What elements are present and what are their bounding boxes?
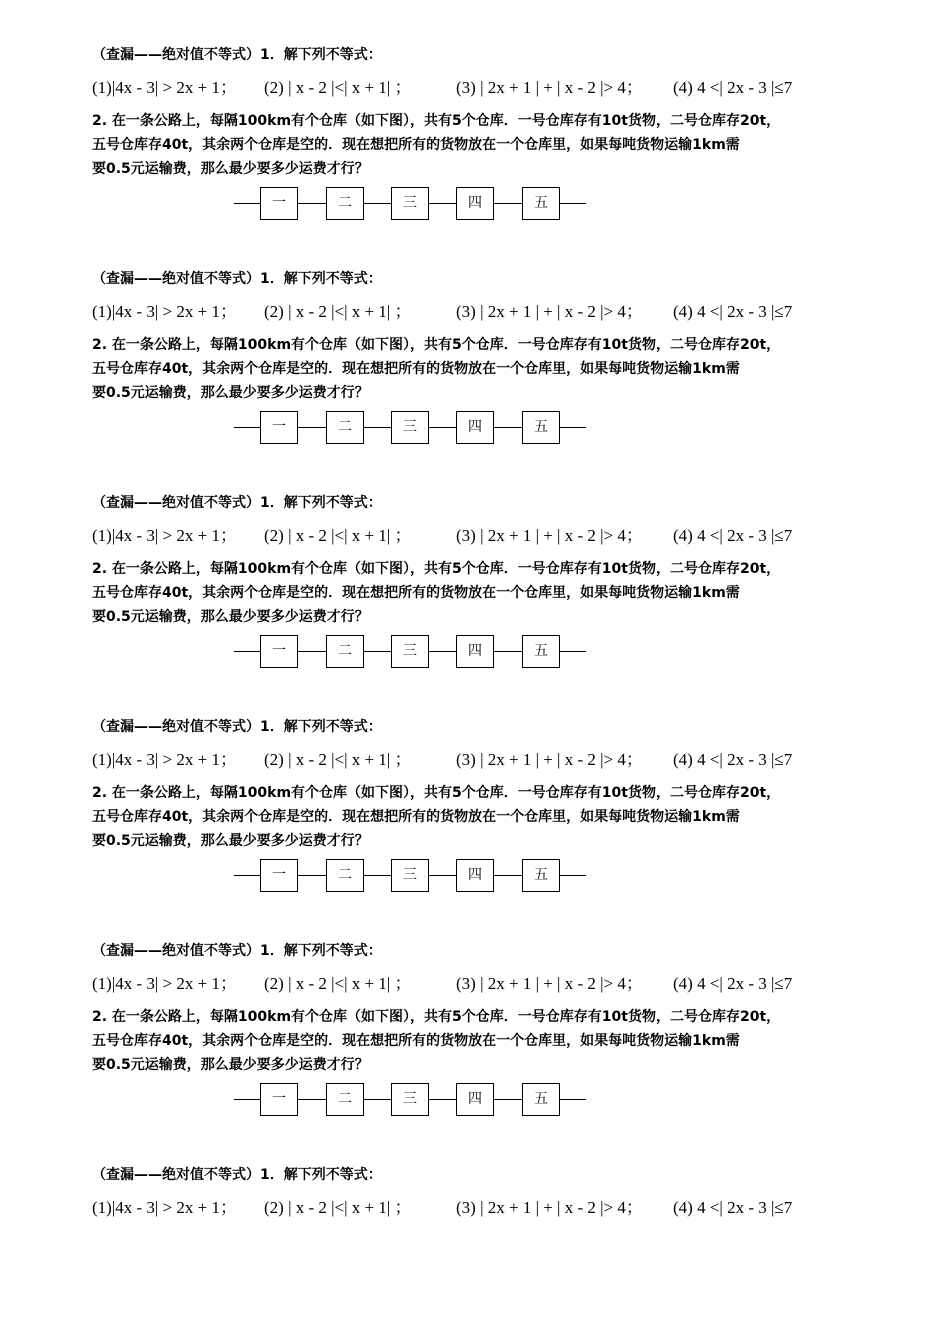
exercise-heading: （查漏——绝对值不等式）1．解下列不等式： xyxy=(92,943,382,959)
warehouse-box-5: 五 xyxy=(522,859,560,892)
inequality-2: (2) | x - 2 |<| x + 1| ； xyxy=(264,750,412,769)
exercise-block-5 xyxy=(92,941,882,1121)
problem-2-text xyxy=(92,557,882,629)
exercise-block-3 xyxy=(92,493,882,673)
inequality-3: (3) | 2x + 1 | + | x - 2 |> 4； xyxy=(456,302,643,321)
inequality-list xyxy=(92,971,882,997)
inequality-3: (3) | 2x + 1 | + | x - 2 |> 4； xyxy=(456,526,643,545)
warehouse-box-3: 三 xyxy=(391,1083,429,1116)
warehouse-box-2: 二 xyxy=(326,859,364,892)
problem-line-1: 2. 在一条公路上，每隔100km有个仓库（如下图），共有5个仓库．一号仓库存有10t货物，二号仓库存20t， xyxy=(92,561,781,577)
problem-2-text xyxy=(92,781,882,853)
problem-line-2: 五号仓库存40t，其余两个仓库是空的．现在想把所有的货物放在一个仓库里，如果每吨货物运输1km需 xyxy=(92,361,740,377)
inequality-1: (1)|4x - 3| > 2x + 1； xyxy=(92,1198,237,1217)
warehouse-box-1: 一 xyxy=(260,1083,298,1116)
warehouse-box-3: 三 xyxy=(391,859,429,892)
warehouse-box-4: 四 xyxy=(456,859,494,892)
problem-line-3: 要0.5元运输费，那么最少要多少运费才行？ xyxy=(92,385,369,401)
inequality-list xyxy=(92,747,882,773)
inequality-3: (3) | 2x + 1 | + | x - 2 |> 4； xyxy=(456,974,643,993)
inequality-1: (1)|4x - 3| > 2x + 1； xyxy=(92,526,237,545)
inequality-1: (1)|4x - 3| > 2x + 1； xyxy=(92,302,237,321)
inequality-list xyxy=(92,1195,882,1221)
warehouse-box-3: 三 xyxy=(391,187,429,220)
exercise-heading: （查漏——绝对值不等式）1．解下列不等式： xyxy=(92,1167,382,1183)
warehouse-box-4: 四 xyxy=(456,411,494,444)
inequality-1: (1)|4x - 3| > 2x + 1； xyxy=(92,750,237,769)
exercise-block-1 xyxy=(92,45,882,225)
warehouse-box-3: 三 xyxy=(391,635,429,668)
inequality-3: (3) | 2x + 1 | + | x - 2 |> 4； xyxy=(456,1198,643,1217)
problem-line-1: 2. 在一条公路上，每隔100km有个仓库（如下图），共有5个仓库．一号仓库存有10t货物，二号仓库存20t， xyxy=(92,337,781,353)
warehouse-box-4: 四 xyxy=(456,187,494,220)
exercise-heading: （查漏——绝对值不等式）1．解下列不等式： xyxy=(92,271,382,287)
warehouse-box-1: 一 xyxy=(260,859,298,892)
inequality-2: (2) | x - 2 |<| x + 1| ； xyxy=(264,78,412,97)
problem-line-2: 五号仓库存40t，其余两个仓库是空的．现在想把所有的货物放在一个仓库里，如果每吨货物运输1km需 xyxy=(92,585,740,601)
warehouse-box-1: 一 xyxy=(260,187,298,220)
warehouse-box-4: 四 xyxy=(456,1083,494,1116)
inequality-3: (3) | 2x + 1 | + | x - 2 |> 4； xyxy=(456,750,643,769)
problem-line-3: 要0.5元运输费，那么最少要多少运费才行？ xyxy=(92,1057,369,1073)
problem-line-2: 五号仓库存40t，其余两个仓库是空的．现在想把所有的货物放在一个仓库里，如果每吨货物运输1km需 xyxy=(92,1033,740,1049)
inequality-2: (2) | x - 2 |<| x + 1| ； xyxy=(264,526,412,545)
exercise-heading: （查漏——绝对值不等式）1．解下列不等式： xyxy=(92,495,382,511)
warehouse-box-5: 五 xyxy=(522,635,560,668)
exercise-block-2 xyxy=(92,269,882,449)
warehouse-box-4: 四 xyxy=(456,635,494,668)
inequality-1: (1)|4x - 3| > 2x + 1； xyxy=(92,974,237,993)
inequality-2: (2) | x - 2 |<| x + 1| ； xyxy=(264,1198,412,1217)
warehouse-box-1: 一 xyxy=(260,635,298,668)
warehouse-diagram xyxy=(92,409,882,449)
warehouse-box-2: 二 xyxy=(326,635,364,668)
exercise-block-4 xyxy=(92,717,882,897)
problem-line-3: 要0.5元运输费，那么最少要多少运费才行？ xyxy=(92,161,369,177)
inequality-4: (4) 4 <| 2x - 3 |≤7 xyxy=(673,526,793,545)
inequality-list xyxy=(92,75,882,101)
inequality-2: (2) | x - 2 |<| x + 1| ； xyxy=(264,974,412,993)
warehouse-box-2: 二 xyxy=(326,411,364,444)
warehouse-diagram xyxy=(92,857,882,897)
inequality-4: (4) 4 <| 2x - 3 |≤7 xyxy=(673,78,793,97)
problem-line-1: 2. 在一条公路上，每隔100km有个仓库（如下图），共有5个仓库．一号仓库存有10t货物，二号仓库存20t， xyxy=(92,785,781,801)
warehouse-diagram xyxy=(92,633,882,673)
exercise-heading: （查漏——绝对值不等式）1．解下列不等式： xyxy=(92,47,382,63)
exercise-block-6 xyxy=(92,1165,882,1221)
warehouse-box-1: 一 xyxy=(260,411,298,444)
problem-line-3: 要0.5元运输费，那么最少要多少运费才行？ xyxy=(92,833,369,849)
problem-line-2: 五号仓库存40t，其余两个仓库是空的．现在想把所有的货物放在一个仓库里，如果每吨货物运输1km需 xyxy=(92,809,740,825)
inequality-4: (4) 4 <| 2x - 3 |≤7 xyxy=(673,1198,793,1217)
warehouse-diagram xyxy=(92,185,882,225)
problem-line-3: 要0.5元运输费，那么最少要多少运费才行？ xyxy=(92,609,369,625)
warehouse-box-2: 二 xyxy=(326,187,364,220)
inequality-4: (4) 4 <| 2x - 3 |≤7 xyxy=(673,302,793,321)
inequality-list xyxy=(92,299,882,325)
warehouse-box-5: 五 xyxy=(522,187,560,220)
warehouse-diagram xyxy=(92,1081,882,1121)
problem-line-1: 2. 在一条公路上，每隔100km有个仓库（如下图），共有5个仓库．一号仓库存有10t货物，二号仓库存20t， xyxy=(92,1009,781,1025)
warehouse-box-2: 二 xyxy=(326,1083,364,1116)
warehouse-box-5: 五 xyxy=(522,411,560,444)
inequality-list xyxy=(92,523,882,549)
problem-2-text xyxy=(92,109,882,181)
exercise-heading: （查漏——绝对值不等式）1．解下列不等式： xyxy=(92,719,382,735)
problem-2-text xyxy=(92,333,882,405)
problem-2-text xyxy=(92,1005,882,1077)
warehouse-box-5: 五 xyxy=(522,1083,560,1116)
inequality-3: (3) | 2x + 1 | + | x - 2 |> 4； xyxy=(456,78,643,97)
problem-line-1: 2. 在一条公路上，每隔100km有个仓库（如下图），共有5个仓库．一号仓库存有10t货物，二号仓库存20t， xyxy=(92,113,781,129)
problem-line-2: 五号仓库存40t，其余两个仓库是空的．现在想把所有的货物放在一个仓库里，如果每吨货物运输1km需 xyxy=(92,137,740,153)
inequality-1: (1)|4x - 3| > 2x + 1； xyxy=(92,78,237,97)
inequality-2: (2) | x - 2 |<| x + 1| ； xyxy=(264,302,412,321)
inequality-4: (4) 4 <| 2x - 3 |≤7 xyxy=(673,750,793,769)
inequality-4: (4) 4 <| 2x - 3 |≤7 xyxy=(673,974,793,993)
warehouse-box-3: 三 xyxy=(391,411,429,444)
